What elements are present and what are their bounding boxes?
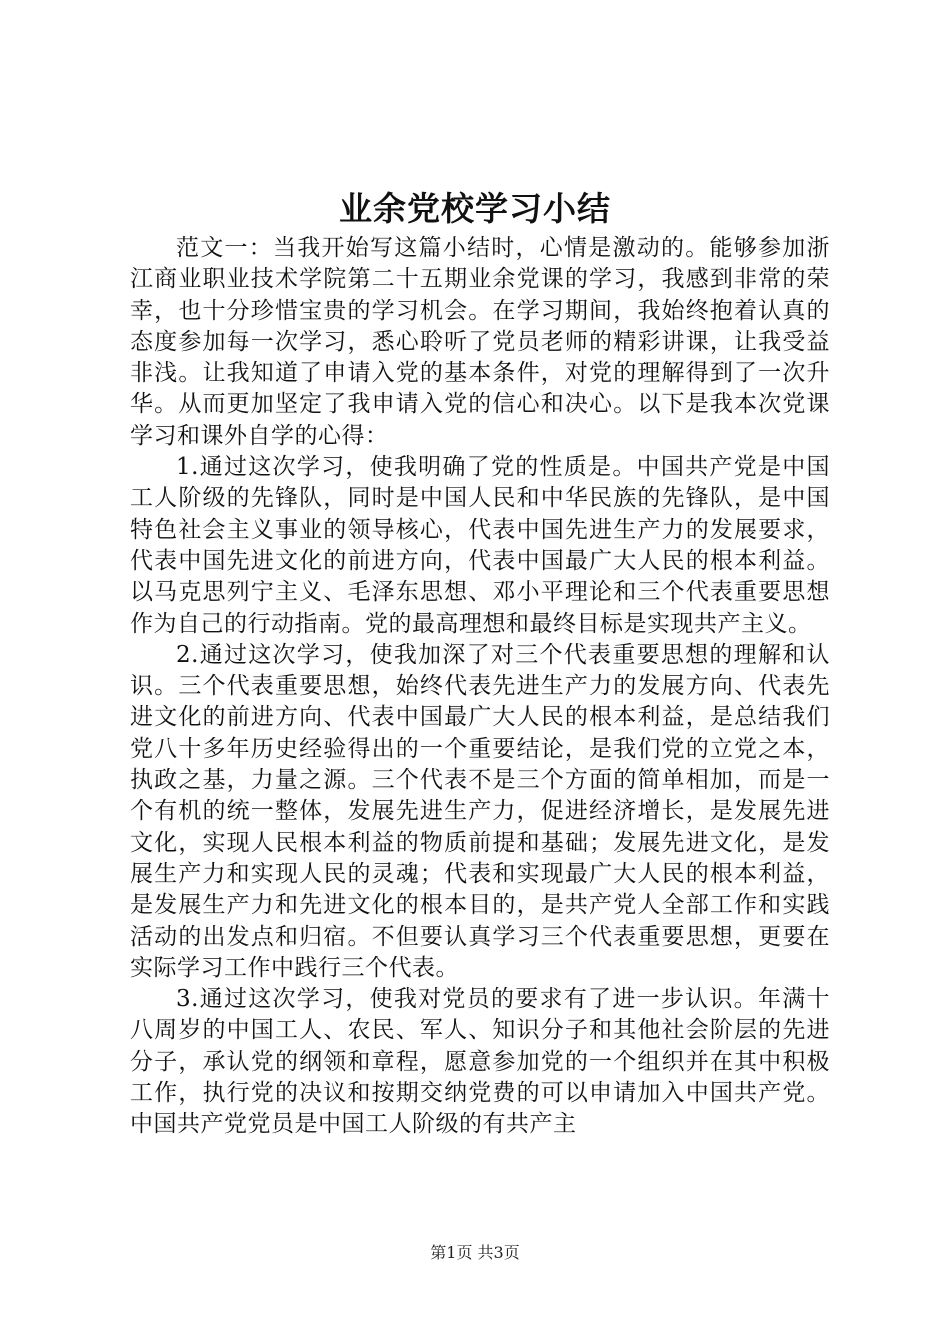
paragraph-intro: 范文一：当我开始写这篇小结时，心情是激动的。能够参加浙江商业职业技术学院第二十五期业余党课的学习，我感到非常的荣幸，也十分珍惜宝贵的学习机会。在学习期间，我始终抱着认真的态度参加每一次学习，悉心聆听了党员老师的精彩讲课，让我受益非浅。让我知道了申请入党的基本条件，对党的理解得到了一次升华。从而更加坚定了我申请入党的信心和决心。以下是我本次党课学习和课外自学的心得： (130, 235, 830, 449)
paragraph-point-3: 3.通过这次学习，使我对党员的要求有了进一步认识。年满十八周岁的中国工人、农民、军人、知识分子和其他社会阶层的先进分子，承认党的纲领和章程，愿意参加党的一个组织并在其中积极工作，执行党的决议和按期交纳党费的可以申请加入中国共产党。中国共产党党员是中国工人阶级的有共产主 (130, 986, 830, 1138)
document-body (130, 233, 830, 1141)
page-footer: 第1页 共3页 (430, 1243, 520, 1262)
document-title: 业余党校学习小结 (339, 189, 611, 228)
paragraph-point-2: 2.通过这次学习，使我加深了对三个代表重要思想的理解和认识。三个代表重要思想，始终代表先进生产力的发展方向、代表先进文化的前进方向、代表中国最广大人民的根本利益，是总结我们党八十多年历史经验得出的一个重要结论，是我们党的立党之本，执政之基，力量之源。三个代表不是三个方面的简单相加，而是一个有机的统一整体，发展先进生产力，促进经济增长，是发展先进文化，实现人民根本利益的物质前提和基础；发展先进文化，是发展生产力和实现人民的灵魂；代表和实现最广大人民的根本利益，是发展生产力和先进文化的根本目的，是共产党人全部工作和实践活动的出发点和归宿。不但要认真学习三个代表重要思想，更要在实际学习工作中践行三个代表。 (130, 641, 830, 981)
paragraph-point-1: 1.通过这次学习，使我明确了党的性质是。中国共产党是中国工人阶级的先锋队，同时是中国人民和中华民族的先锋队，是中国特色社会主义事业的领导核心，代表中国先进生产力的发展要求，代表中国先进文化的前进方向，代表中国最广大人民的根本利益。以马克思列宁主义、毛泽东思想、邓小平理论和三个代表重要思想作为自己的行动指南。党的最高理想和最终目标是实现共产主义。 (130, 454, 830, 637)
